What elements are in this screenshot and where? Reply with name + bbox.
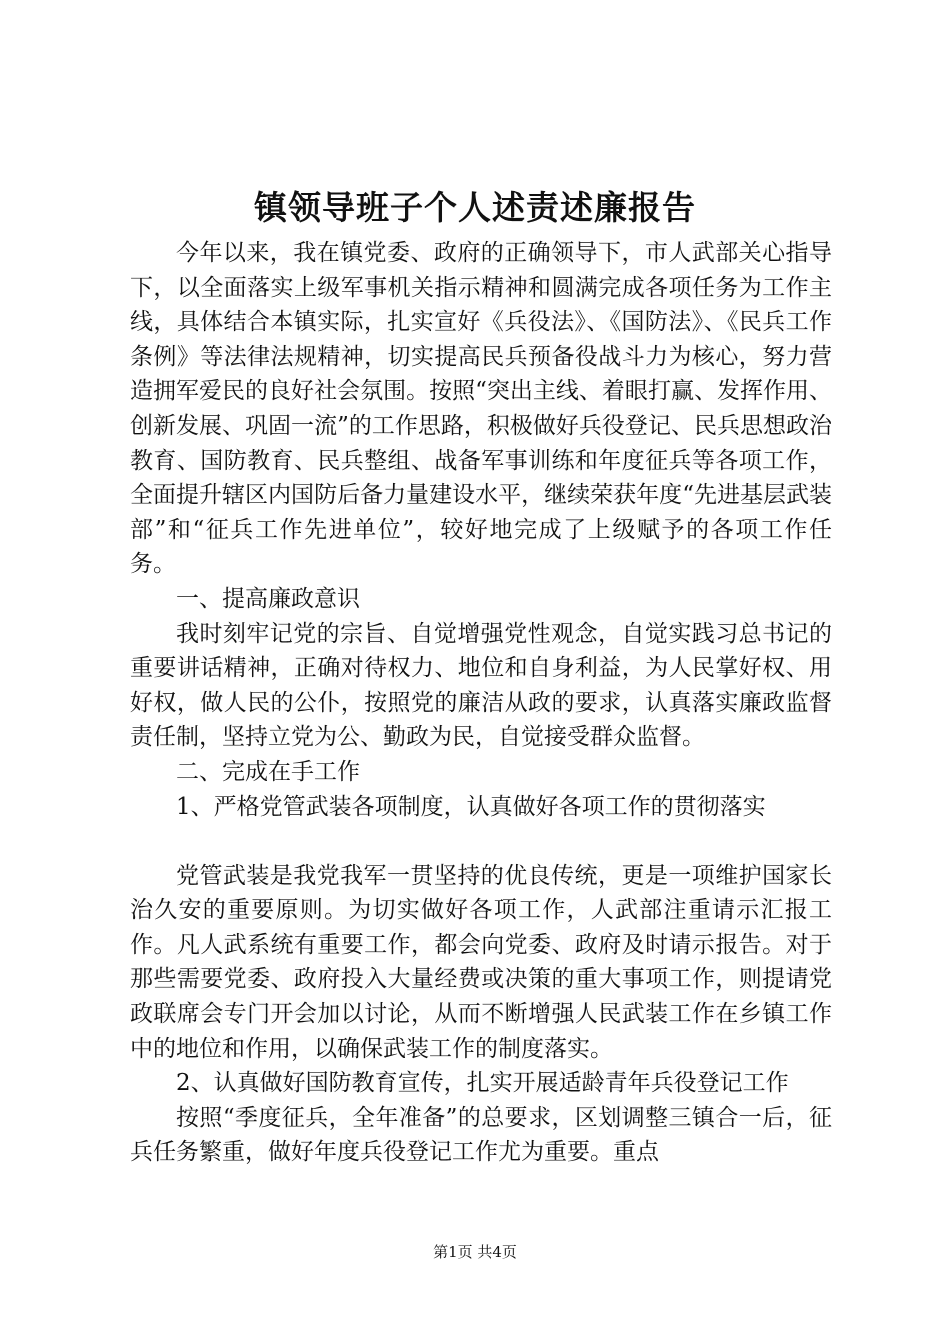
document-title: 镇领导班子个人述责述廉报告 xyxy=(254,188,696,227)
blank-line xyxy=(130,824,832,859)
paragraph-intro: 今年以来，我在镇党委、政府的正确领导下，市人武部关心指导下，以全面落实上级军事机关指示精神和圆满完成各项任务为工作主线，具体结合本镇实际，扎实宣好《兵役法》、《国防法》、《民兵工作条例》等法律法规精神，切实提高民兵预备役战斗力为核心，努力营造拥军爱民的良好社会氛围。按照“突出主线、着眼打赢、发挥作用、创新发展、巩固一流”的工作思路，积极做好兵役登记、民兵思想政治教育、国防教育、民兵整组、战备军事训练和年度征兵等各项工作，全面提升辖区内国防后备力量建设水平，继续荣获年度“先进基层武装部”和“征兵工作先进单位”，较好地完成了上级赋予的各项工作任务。 xyxy=(130,240,832,578)
section-heading-2: 二、完成在手工作 xyxy=(176,758,360,785)
subsection-heading-1: 1、严格党管武装各项制度，认真做好各项工作的贯彻落实 xyxy=(176,793,766,820)
subsection-heading-2: 2、认真做好国防教育宣传，扎实开展适龄青年兵役登记工作 xyxy=(176,1070,789,1097)
section-heading-1: 一、提高廉政意识 xyxy=(176,585,360,612)
paragraph-subsection-2: 按照“季度征兵，全年准备”的总要求，区划调整三镇合一后，征兵任务繁重，做好年度兵役登记工作尤为重要。重点 xyxy=(130,1104,832,1166)
paragraph-section-1: 我时刻牢记党的宗旨、自觉增强党性观念，自觉实践习总书记的重要讲话精神，正确对待权力、地位和自身利益，为人民掌好权、用好权，做人民的公仆，按照党的廉洁从政的要求，认真落实廉政监督责任制，坚持立党为公、勤政为民，自觉接受群众监督。 xyxy=(130,620,832,751)
document-body xyxy=(130,236,832,1170)
paragraph-subsection-1: 党管武装是我党我军一贯坚持的优良传统，更是一项维护国家长治久安的重要原则。为切实做好各项工作，人武部注重请示汇报工作。凡人武系统有重要工作，都会向党委、政府及时请示报告。对于那些需要党委、政府投入大量经费或决策的重大事项工作，则提请党政联席会专门开会加以讨论，从而不断增强人民武装工作在乡镇工作中的地位和作用，以确保武装工作的制度落实。 xyxy=(130,862,832,1062)
page-footer: 第1页 共4页 xyxy=(433,1243,517,1261)
